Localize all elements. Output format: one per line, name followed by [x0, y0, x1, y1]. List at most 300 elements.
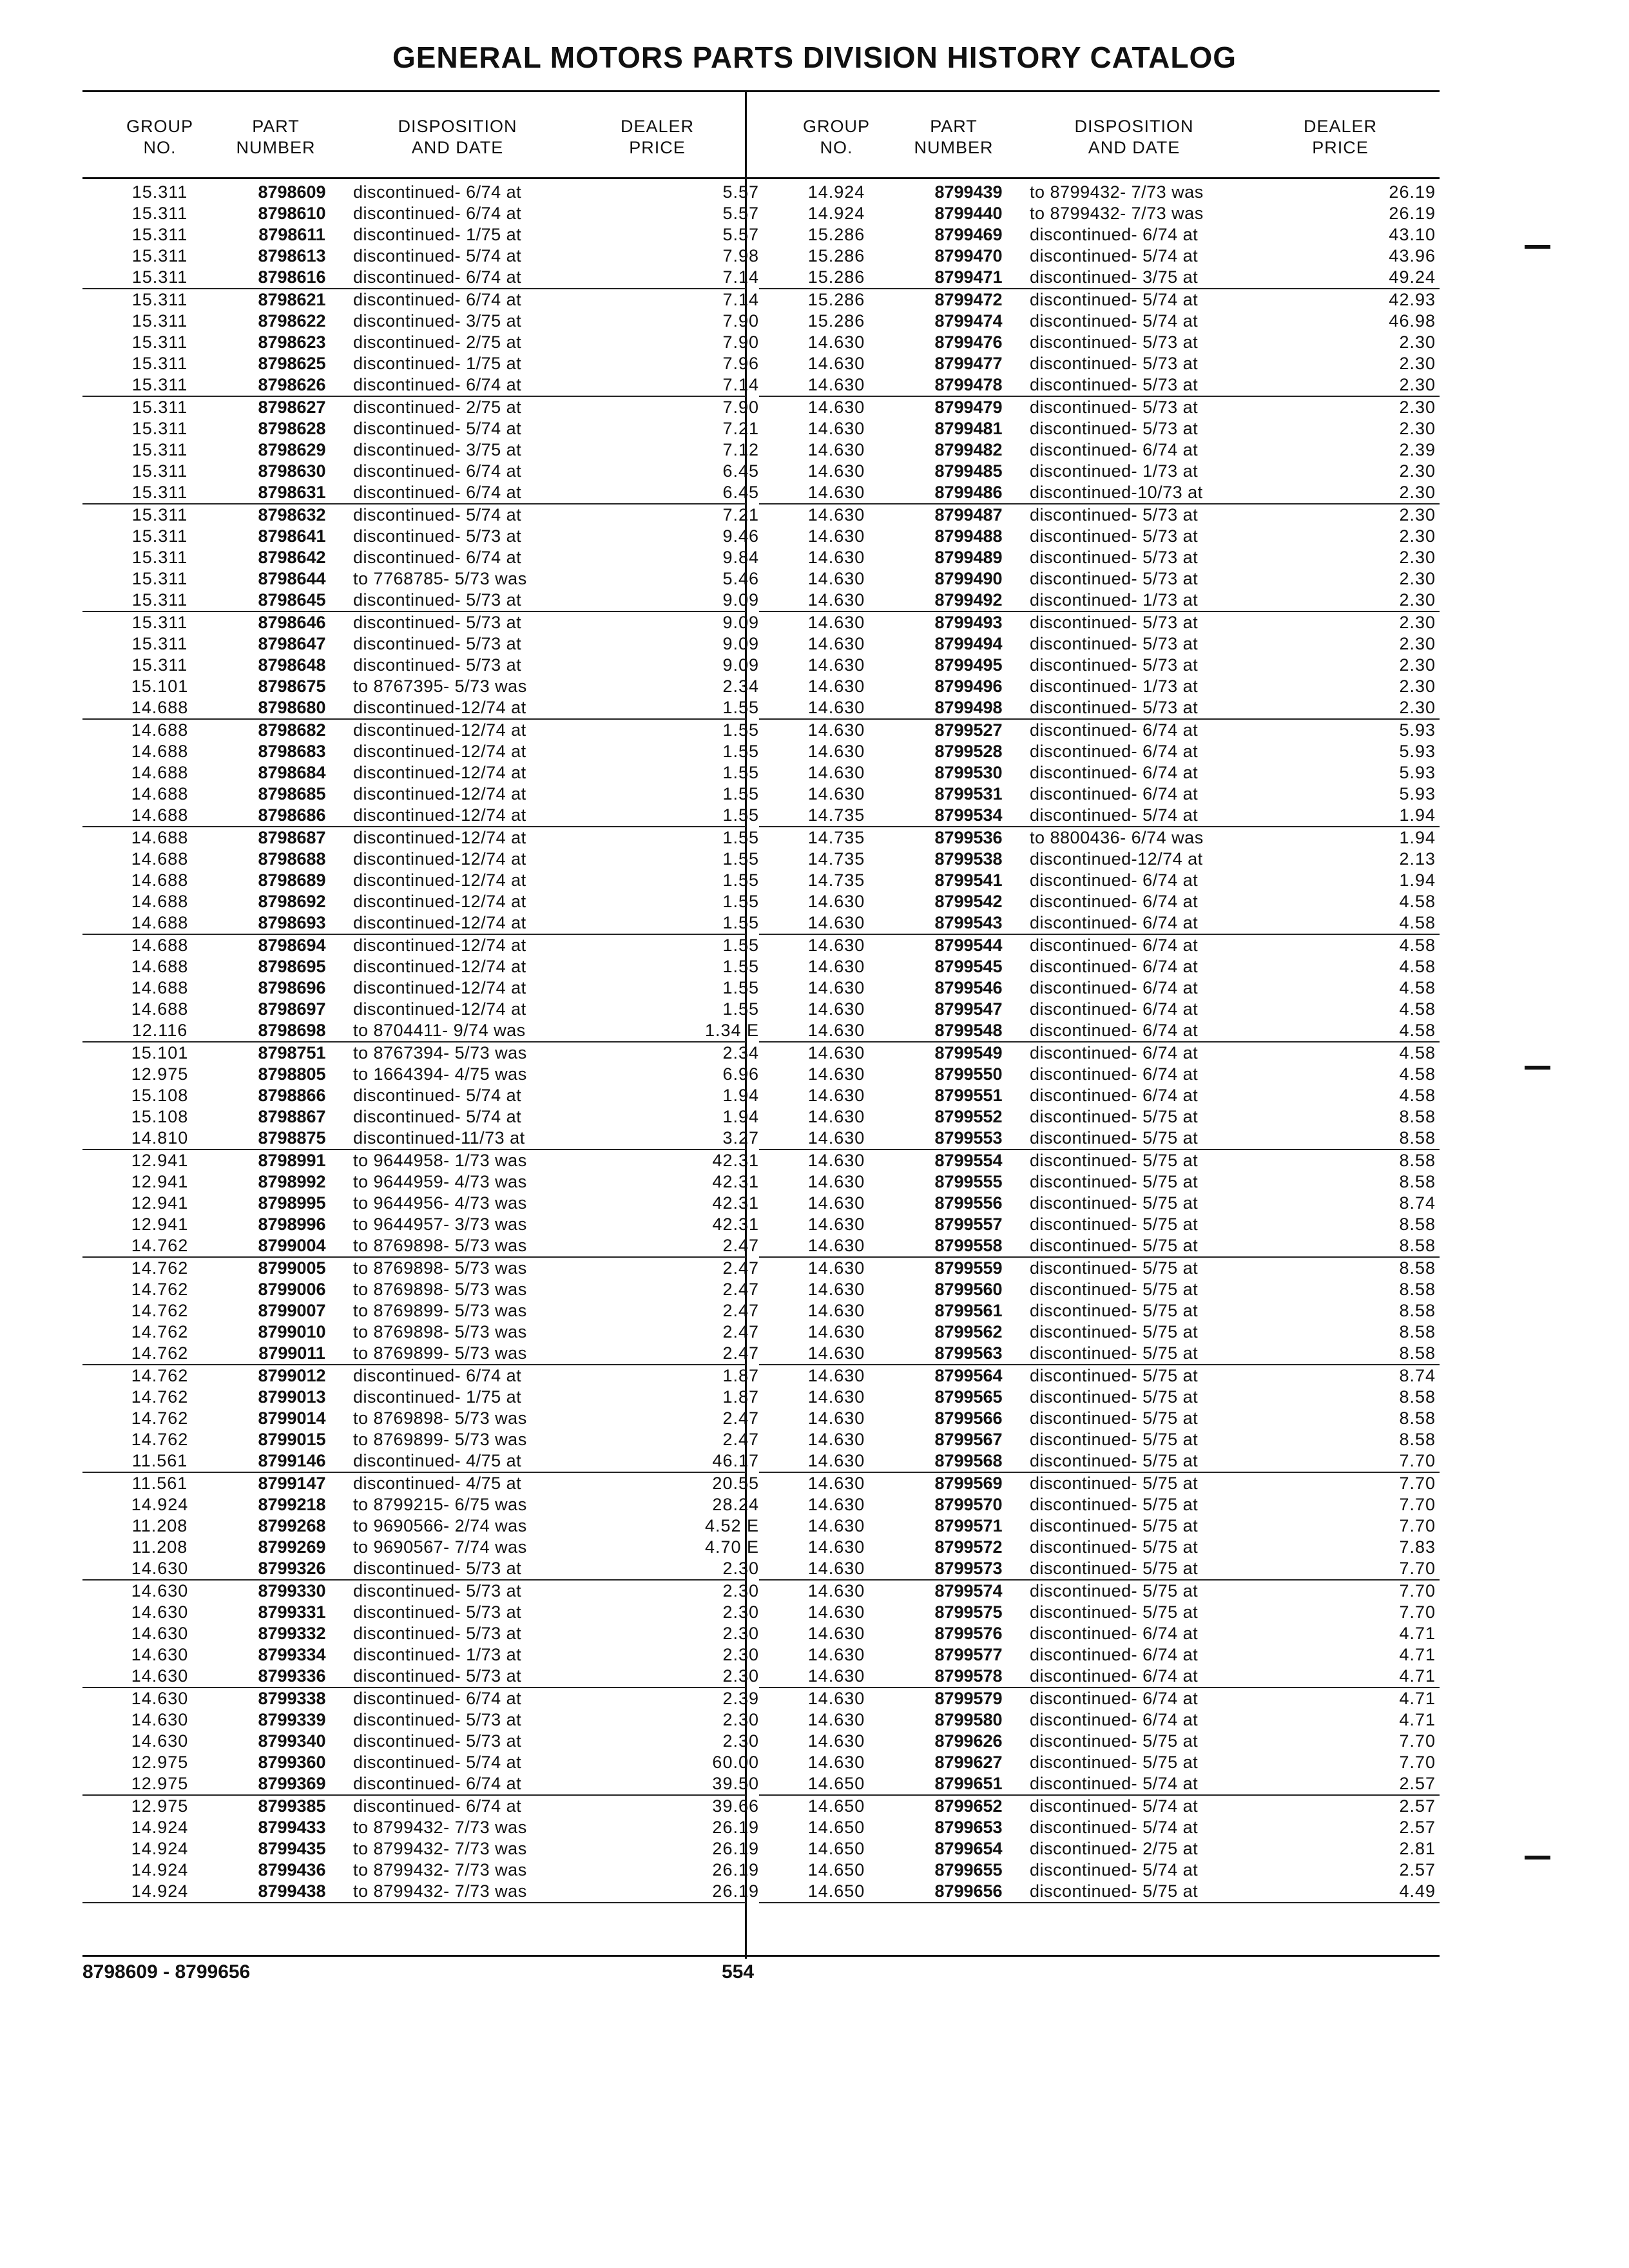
part-number: 8799569	[934, 1474, 1003, 1493]
table-row	[82, 1860, 759, 1881]
part-number: 8799360	[258, 1753, 326, 1772]
group-no: 14.630	[807, 1559, 865, 1578]
table-row	[82, 1128, 759, 1150]
group-no: 15.101	[131, 1043, 189, 1062]
table-row	[759, 1387, 1440, 1408]
part-number: 8799564	[934, 1366, 1003, 1385]
disposition: discontinued- 5/75 at	[1030, 1343, 1199, 1363]
table-row	[759, 461, 1440, 482]
table-row	[759, 1408, 1440, 1429]
group-no: 14.735	[807, 870, 865, 890]
part-number: 8799014	[258, 1408, 326, 1428]
dealer-price: 2.47	[722, 1408, 759, 1428]
dealer-price: 1.94	[722, 1107, 759, 1126]
group-no: 12.941	[131, 1172, 189, 1191]
dealer-price: 2.47	[722, 1236, 759, 1255]
group-no: 14.630	[807, 1624, 865, 1643]
part-number: 8798698	[258, 1021, 326, 1040]
dealer-price: 2.30	[1399, 698, 1436, 717]
table-row	[759, 1644, 1440, 1666]
disposition: discontinued- 5/75 at	[1030, 1537, 1199, 1557]
table-row	[82, 1150, 759, 1171]
table-row	[759, 1796, 1440, 1817]
dealer-price: 7.70	[1399, 1516, 1436, 1535]
disposition: discontinued-12/74 at	[353, 870, 526, 890]
part-number: 8799562	[934, 1322, 1003, 1341]
disposition: to 9690566- 2/74 was	[353, 1516, 527, 1535]
part-number: 8799496	[934, 677, 1003, 696]
part-number: 8798680	[258, 698, 326, 717]
table-row	[759, 353, 1440, 374]
dealer-price: 1.55	[722, 999, 759, 1019]
group-no: 15.311	[131, 204, 188, 223]
part-number: 8799546	[934, 978, 1003, 997]
part-number: 8799489	[934, 548, 1003, 567]
disposition: discontinued- 5/73 at	[1030, 419, 1199, 438]
dealer-price: 5.93	[1399, 720, 1436, 740]
dealer-price: 2.30	[1399, 548, 1436, 567]
part-number: 8798642	[258, 548, 326, 567]
disposition: discontinued- 6/74 at	[353, 267, 522, 287]
group-no: 14.630	[807, 1064, 865, 1084]
dealer-price: 4.58	[1399, 913, 1436, 932]
part-number: 8798693	[258, 913, 326, 932]
disposition: discontinued-12/74 at	[353, 892, 526, 911]
table-row	[759, 1128, 1440, 1150]
group-no: 14.630	[131, 1559, 189, 1578]
disposition: discontinued- 5/75 at	[1030, 1581, 1199, 1600]
group-no: 14.630	[807, 1602, 865, 1622]
group-no: 14.630	[807, 913, 865, 932]
disposition: discontinued- 5/74 at	[1030, 1818, 1199, 1837]
disposition: discontinued- 6/74 at	[353, 461, 522, 481]
group-no: 14.650	[807, 1860, 865, 1879]
table-row	[82, 547, 759, 568]
disposition: discontinued- 6/74 at	[353, 204, 522, 223]
table-row	[82, 1709, 759, 1731]
group-no: 14.630	[807, 1236, 865, 1255]
dealer-price: 7.70	[1399, 1581, 1436, 1600]
header-part-left: PART NUMBER	[236, 117, 316, 157]
table-row	[82, 1321, 759, 1343]
part-number: 8799538	[934, 849, 1003, 869]
table-row	[82, 956, 759, 977]
group-no: 14.762	[131, 1322, 189, 1341]
disposition: discontinued- 5/73 at	[353, 590, 522, 610]
group-no: 12.941	[131, 1151, 189, 1170]
group-no: 14.630	[807, 505, 865, 524]
group-no: 14.762	[131, 1430, 189, 1449]
part-number: 8799218	[258, 1495, 326, 1514]
disposition: discontinued- 6/74 at	[1030, 225, 1199, 244]
disposition: discontinued-11/73 at	[353, 1128, 525, 1148]
group-no: 15.311	[131, 634, 188, 653]
group-no: 14.924	[131, 1839, 189, 1858]
group-no: 11.561	[131, 1474, 188, 1493]
part-number: 8799015	[258, 1430, 326, 1449]
part-number: 8799005	[258, 1258, 326, 1278]
disposition: to 8769898- 5/73 was	[353, 1408, 527, 1428]
dealer-price: 26.19	[712, 1839, 759, 1858]
table-row	[82, 1387, 759, 1408]
part-number: 8799557	[934, 1215, 1003, 1234]
part-number: 8799527	[934, 720, 1003, 740]
dealer-price: 60.00	[712, 1753, 759, 1772]
table-row	[759, 1773, 1440, 1796]
disposition: discontinued- 5/73 at	[1030, 698, 1199, 717]
disposition: discontinued- 1/73 at	[1030, 677, 1199, 696]
part-number: 8798689	[258, 870, 326, 890]
disposition: discontinued- 5/73 at	[353, 1559, 522, 1578]
part-number: 8799330	[258, 1581, 326, 1600]
table-row	[82, 805, 759, 827]
group-no: 15.311	[131, 332, 188, 352]
dealer-price: 2.30	[722, 1666, 759, 1686]
disposition: discontinued- 6/74 at	[353, 1796, 522, 1816]
group-no: 14.630	[807, 957, 865, 976]
header-disposition-left: DISPOSITION AND DATE	[398, 117, 517, 157]
part-number: 8799550	[934, 1064, 1003, 1084]
dealer-price: 7.21	[722, 419, 759, 438]
group-no: 14.630	[807, 548, 865, 567]
table-row	[82, 1817, 759, 1838]
group-no: 14.688	[131, 936, 189, 955]
dealer-price: 4.58	[1399, 1043, 1436, 1062]
bottom-rule	[82, 1955, 1440, 1957]
group-no: 15.108	[131, 1107, 189, 1126]
disposition: to 9644959- 4/73 was	[353, 1172, 527, 1191]
disposition: discontinued- 5/73 at	[1030, 526, 1199, 546]
disposition: discontinued- 5/74 at	[1030, 246, 1199, 265]
group-no: 14.762	[131, 1387, 189, 1407]
group-no: 14.630	[807, 1151, 865, 1170]
table-row	[759, 762, 1440, 783]
header-disposition-right: DISPOSITION AND DATE	[1074, 117, 1194, 157]
disposition: discontinued- 5/74 at	[353, 1086, 522, 1105]
dealer-price: 1.55	[722, 870, 759, 890]
table-row	[82, 1085, 759, 1106]
table-row	[759, 1020, 1440, 1043]
part-number: 8798694	[258, 936, 326, 955]
part-number: 8799477	[934, 354, 1003, 373]
dealer-price: 2.47	[722, 1322, 759, 1341]
part-number: 8798692	[258, 892, 326, 911]
part-number: 8799536	[934, 828, 1003, 847]
part-number: 8799528	[934, 742, 1003, 761]
dealer-price: 2.30	[1399, 655, 1436, 675]
table-row	[82, 1450, 759, 1473]
dealer-price: 7.90	[722, 311, 759, 331]
disposition: to 8769898- 5/73 was	[353, 1236, 527, 1255]
dealer-price: 2.30	[722, 1645, 759, 1664]
part-number: 8799553	[934, 1128, 1003, 1148]
group-no: 14.630	[807, 1537, 865, 1557]
group-no: 14.630	[131, 1645, 189, 1664]
group-no: 15.286	[807, 311, 865, 331]
disposition: discontinued- 5/74 at	[1030, 1796, 1199, 1816]
disposition: discontinued- 6/74 at	[353, 1689, 522, 1708]
dealer-price: 2.81	[1399, 1839, 1436, 1858]
group-no: 14.630	[807, 1343, 865, 1363]
group-no: 14.630	[131, 1624, 189, 1643]
part-number: 8799563	[934, 1343, 1003, 1363]
group-no: 15.311	[131, 461, 188, 481]
parts-table-right	[759, 182, 1440, 1903]
dealer-price: 6.45	[722, 483, 759, 502]
table-row	[82, 1408, 759, 1429]
part-number: 8798613	[258, 246, 326, 265]
table-row	[759, 1279, 1440, 1300]
part-number: 8799559	[934, 1258, 1003, 1278]
dealer-price: 2.34	[722, 677, 759, 696]
disposition: discontinued- 5/75 at	[1030, 1753, 1199, 1772]
disposition: discontinued- 5/75 at	[1030, 1128, 1199, 1148]
table-row	[759, 783, 1440, 805]
table-row	[759, 397, 1440, 418]
dealer-price: 2.30	[1399, 569, 1436, 588]
table-row	[759, 1150, 1440, 1171]
table-row	[759, 1343, 1440, 1365]
disposition: to 8767395- 5/73 was	[353, 677, 527, 696]
dealer-price: 1.55	[722, 913, 759, 932]
table-row	[759, 547, 1440, 568]
part-number: 8799340	[258, 1731, 326, 1751]
dealer-price: 5.57	[722, 204, 759, 223]
disposition: discontinued- 2/75 at	[353, 332, 522, 352]
group-no: 15.286	[807, 267, 865, 287]
group-no: 14.630	[131, 1602, 189, 1622]
table-row	[759, 935, 1440, 956]
top-rule	[82, 90, 1440, 92]
table-row	[82, 353, 759, 374]
dealer-price: 7.98	[722, 246, 759, 265]
group-no: 14.924	[131, 1860, 189, 1879]
part-number: 8798683	[258, 742, 326, 761]
group-no: 14.630	[807, 763, 865, 782]
table-row	[759, 267, 1440, 289]
dealer-price: 4.71	[1399, 1666, 1436, 1686]
part-number: 8799580	[934, 1710, 1003, 1729]
dealer-price: 4.71	[1399, 1689, 1436, 1708]
disposition: discontinued- 5/73 at	[353, 1710, 522, 1729]
table-row	[82, 1581, 759, 1602]
table-row	[82, 505, 759, 526]
part-number: 8799547	[934, 999, 1003, 1019]
dealer-price: 2.30	[1399, 505, 1436, 524]
group-no: 14.630	[807, 1193, 865, 1213]
part-number: 8799494	[934, 634, 1003, 653]
part-number: 8799332	[258, 1624, 326, 1643]
dealer-price: 2.47	[722, 1430, 759, 1449]
disposition: discontinued- 5/73 at	[353, 1581, 522, 1600]
disposition: discontinued-12/74 at	[353, 698, 526, 717]
dealer-price: 8.74	[1399, 1366, 1436, 1385]
group-no: 14.630	[807, 1731, 865, 1751]
part-number: 8798616	[258, 267, 326, 287]
table-row	[759, 482, 1440, 505]
disposition: discontinued- 3/75 at	[353, 311, 522, 331]
dealer-price: 4.58	[1399, 999, 1436, 1019]
dealer-price: 8.58	[1399, 1301, 1436, 1320]
part-number: 8799472	[934, 290, 1003, 309]
table-row	[759, 203, 1440, 224]
table-row	[82, 783, 759, 805]
table-row	[82, 1537, 759, 1558]
part-number: 8799495	[934, 655, 1003, 675]
part-number: 8799544	[934, 936, 1003, 955]
group-no: 15.311	[131, 182, 188, 202]
group-no: 14.630	[807, 1408, 865, 1428]
dealer-price: 2.30	[1399, 332, 1436, 352]
group-no: 14.762	[131, 1301, 189, 1320]
table-row	[82, 1279, 759, 1300]
dealer-price: 1.55	[722, 805, 759, 825]
group-no: 14.630	[807, 1474, 865, 1493]
part-number: 8798992	[258, 1172, 326, 1191]
dealer-price: 5.93	[1399, 763, 1436, 782]
dealer-price: 2.34	[722, 1043, 759, 1062]
dealer-price: 2.30	[1399, 483, 1436, 502]
dealer-price: 8.58	[1399, 1258, 1436, 1278]
table-row	[82, 1171, 759, 1193]
disposition: discontinued- 5/75 at	[1030, 1366, 1199, 1385]
part-number: 8798682	[258, 720, 326, 740]
group-no: 14.630	[807, 569, 865, 588]
table-row	[82, 849, 759, 870]
group-no: 14.630	[807, 892, 865, 911]
part-number: 8799545	[934, 957, 1003, 976]
part-number: 8798631	[258, 483, 326, 502]
dealer-price: 2.47	[722, 1343, 759, 1363]
group-no: 15.311	[131, 526, 188, 546]
dealer-price: 9.09	[722, 634, 759, 653]
table-row	[759, 590, 1440, 612]
dealer-price: 4.71	[1399, 1710, 1436, 1729]
group-no: 14.630	[131, 1666, 189, 1686]
part-number: 8799479	[934, 398, 1003, 417]
dealer-price: 46.98	[1389, 311, 1436, 331]
dealer-price: 9.09	[722, 655, 759, 675]
disposition: discontinued- 5/74 at	[353, 246, 522, 265]
table-row	[759, 1602, 1440, 1623]
dealer-price: 1.55	[722, 936, 759, 955]
group-no: 14.630	[807, 1645, 865, 1664]
part-number: 8798644	[258, 569, 326, 588]
table-row	[82, 267, 759, 289]
part-number: 8798996	[258, 1215, 326, 1234]
dealer-price: 2.13	[1399, 849, 1436, 869]
dealer-price: 4.58	[1399, 1021, 1436, 1040]
table-row	[759, 1473, 1440, 1494]
group-no: 14.630	[807, 1215, 865, 1234]
part-number: 8799478	[934, 375, 1003, 394]
part-number: 8799542	[934, 892, 1003, 911]
table-row	[82, 762, 759, 783]
disposition: discontinued- 6/74 at	[1030, 1645, 1199, 1664]
dealer-price: 4.58	[1399, 936, 1436, 955]
dealer-price: 4.71	[1399, 1645, 1436, 1664]
header-group-right: GROUP NO.	[802, 117, 870, 157]
group-no: 14.688	[131, 957, 189, 976]
dealer-price: 1.55	[722, 698, 759, 717]
table-row	[82, 1193, 759, 1214]
part-number: 8799554	[934, 1151, 1003, 1170]
table-row	[759, 1171, 1440, 1193]
disposition: discontinued- 4/75 at	[353, 1451, 522, 1470]
table-row	[82, 374, 759, 397]
dealer-price: 42.31	[712, 1151, 759, 1170]
group-no: 14.924	[131, 1818, 189, 1837]
table-row	[759, 1709, 1440, 1731]
table-row	[759, 1043, 1440, 1064]
table-row	[759, 289, 1440, 311]
disposition: discontinued- 5/73 at	[1030, 569, 1199, 588]
disposition: discontinued- 5/73 at	[1030, 634, 1199, 653]
disposition: discontinued- 5/75 at	[1030, 1430, 1199, 1449]
dealer-price: 2.30	[722, 1559, 759, 1578]
dealer-price: 5.93	[1399, 742, 1436, 761]
table-row	[82, 999, 759, 1020]
dealer-price: 2.30	[722, 1602, 759, 1622]
group-no: 14.688	[131, 892, 189, 911]
dealer-price: 8.58	[1399, 1408, 1436, 1428]
group-no: 15.311	[131, 483, 188, 502]
table-row	[82, 935, 759, 956]
dealer-price: 26.19	[712, 1818, 759, 1837]
table-row	[759, 827, 1440, 849]
table-row	[82, 741, 759, 762]
group-no: 14.630	[807, 1172, 865, 1191]
dealer-price: 1.55	[722, 763, 759, 782]
part-number: 8798687	[258, 828, 326, 847]
part-number: 8798628	[258, 419, 326, 438]
dealer-price: 46.17	[712, 1451, 759, 1470]
group-no: 14.688	[131, 742, 189, 761]
disposition: discontinued- 5/73 at	[1030, 332, 1199, 352]
group-no: 15.311	[131, 440, 188, 459]
table-row	[759, 526, 1440, 547]
disposition: discontinued- 5/73 at	[353, 1666, 522, 1686]
group-no: 14.630	[807, 375, 865, 394]
table-row	[82, 1731, 759, 1752]
table-row	[82, 224, 759, 245]
group-no: 14.630	[807, 1495, 865, 1514]
dealer-price: 8.58	[1399, 1128, 1436, 1148]
disposition: discontinued- 5/75 at	[1030, 1474, 1199, 1493]
group-no: 14.688	[131, 870, 189, 890]
dealer-price: 2.47	[722, 1280, 759, 1299]
dealer-price: 4.71	[1399, 1624, 1436, 1643]
dealer-price: 8.58	[1399, 1172, 1436, 1191]
part-number: 8799438	[258, 1881, 326, 1901]
group-no: 14.630	[131, 1581, 189, 1600]
group-no: 12.941	[131, 1215, 189, 1234]
part-number: 8799572	[934, 1537, 1003, 1557]
dealer-price: 1.55	[722, 828, 759, 847]
disposition: to 9644957- 3/73 was	[353, 1215, 527, 1234]
table-row	[759, 1450, 1440, 1473]
part-number: 8798991	[258, 1151, 326, 1170]
disposition: discontinued- 6/74 at	[1030, 957, 1199, 976]
disposition: discontinued- 2/75 at	[353, 398, 522, 417]
part-number: 8799576	[934, 1624, 1003, 1643]
dealer-price: 8.58	[1399, 1215, 1436, 1234]
table-row	[759, 1300, 1440, 1321]
part-number: 8799471	[934, 267, 1003, 287]
dealer-price: 9.46	[722, 526, 759, 546]
disposition: to 8769898- 5/73 was	[353, 1280, 527, 1299]
table-row	[759, 1321, 1440, 1343]
